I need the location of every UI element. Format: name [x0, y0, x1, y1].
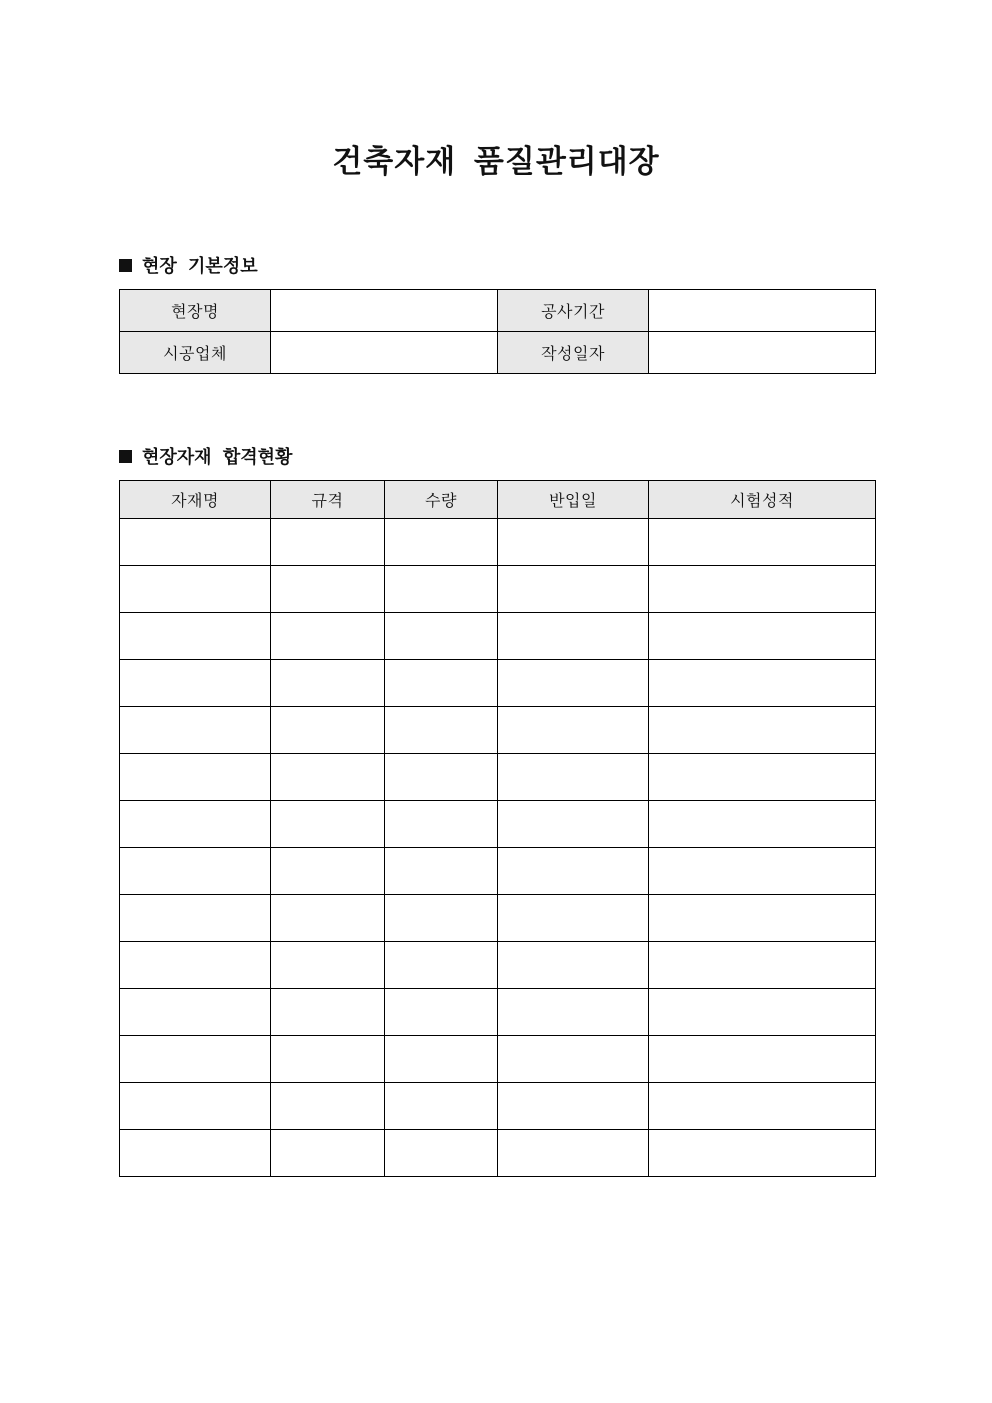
material-status-table — [119, 480, 876, 1177]
section-heading-text: 현장 기본정보 — [142, 256, 258, 277]
delivery-date-cell[interactable] — [498, 942, 649, 989]
material-name-cell[interactable] — [120, 989, 271, 1036]
delivery-date-cell[interactable] — [498, 1036, 649, 1083]
material-name-cell[interactable] — [120, 1083, 271, 1130]
test-result-cell[interactable] — [649, 613, 876, 660]
material-name-cell[interactable] — [120, 942, 271, 989]
delivery-date-cell[interactable] — [498, 1130, 649, 1177]
test-result-cell[interactable] — [649, 707, 876, 754]
table-row — [120, 566, 876, 613]
table-row — [120, 801, 876, 848]
section-heading-text: 현장자재 합격현황 — [142, 447, 293, 468]
info-row — [120, 332, 876, 374]
delivery-date-cell[interactable] — [498, 848, 649, 895]
material-name-cell[interactable] — [120, 660, 271, 707]
quantity-cell[interactable] — [385, 942, 498, 989]
material-name-cell[interactable] — [120, 754, 271, 801]
quantity-cell[interactable] — [385, 613, 498, 660]
spec-cell[interactable] — [271, 660, 385, 707]
construction-period-field[interactable] — [649, 290, 876, 332]
table-row — [120, 613, 876, 660]
table-row — [120, 660, 876, 707]
table-row — [120, 707, 876, 754]
table-row — [120, 848, 876, 895]
quantity-cell[interactable] — [385, 895, 498, 942]
material-name-cell[interactable] — [120, 613, 271, 660]
test-result-cell[interactable] — [649, 989, 876, 1036]
quantity-cell[interactable] — [385, 660, 498, 707]
test-result-cell[interactable] — [649, 754, 876, 801]
material-name-cell[interactable] — [120, 1036, 271, 1083]
document-title: 건축자재 품질관리대장 — [332, 144, 660, 180]
spec-cell[interactable] — [271, 942, 385, 989]
info-row — [120, 290, 876, 332]
spec-cell[interactable] — [271, 989, 385, 1036]
column-header-material-name: 자재명 — [120, 481, 271, 519]
spec-cell[interactable] — [271, 613, 385, 660]
table-row — [120, 1036, 876, 1083]
spec-cell[interactable] — [271, 754, 385, 801]
material-name-cell[interactable] — [120, 801, 271, 848]
test-result-cell[interactable] — [649, 1130, 876, 1177]
table-row — [120, 1130, 876, 1177]
quantity-cell[interactable] — [385, 519, 498, 566]
quantity-cell[interactable] — [385, 754, 498, 801]
test-result-cell[interactable] — [649, 519, 876, 566]
quantity-cell[interactable] — [385, 989, 498, 1036]
column-header-test-result: 시험성적 — [649, 481, 876, 519]
test-result-cell[interactable] — [649, 660, 876, 707]
table-row — [120, 1083, 876, 1130]
quantity-cell[interactable] — [385, 566, 498, 613]
quantity-cell[interactable] — [385, 1083, 498, 1130]
basic-info-table — [119, 289, 876, 374]
test-result-cell[interactable] — [649, 848, 876, 895]
square-bullet-icon — [119, 450, 132, 463]
table-header-row — [120, 481, 876, 519]
column-header-spec: 규격 — [271, 481, 385, 519]
spec-cell[interactable] — [271, 1083, 385, 1130]
site-name-field[interactable] — [271, 290, 498, 332]
test-result-cell[interactable] — [649, 566, 876, 613]
table-row — [120, 895, 876, 942]
spec-cell[interactable] — [271, 519, 385, 566]
test-result-cell[interactable] — [649, 1083, 876, 1130]
test-result-cell[interactable] — [649, 942, 876, 989]
construction-period-label: 공사기간 — [498, 290, 649, 332]
table-row — [120, 942, 876, 989]
written-date-field[interactable] — [649, 332, 876, 374]
delivery-date-cell[interactable] — [498, 895, 649, 942]
spec-cell[interactable] — [271, 801, 385, 848]
written-date-label: 작성일자 — [498, 332, 649, 374]
spec-cell[interactable] — [271, 848, 385, 895]
table-row — [120, 989, 876, 1036]
delivery-date-cell[interactable] — [498, 707, 649, 754]
test-result-cell[interactable] — [649, 895, 876, 942]
table-row — [120, 754, 876, 801]
delivery-date-cell[interactable] — [498, 754, 649, 801]
material-name-cell[interactable] — [120, 895, 271, 942]
section-heading-materials — [119, 443, 292, 469]
spec-cell[interactable] — [271, 895, 385, 942]
material-name-cell[interactable] — [120, 566, 271, 613]
quantity-cell[interactable] — [385, 707, 498, 754]
delivery-date-cell[interactable] — [498, 989, 649, 1036]
quantity-cell[interactable] — [385, 848, 498, 895]
spec-cell[interactable] — [271, 707, 385, 754]
spec-cell[interactable] — [271, 566, 385, 613]
quantity-cell[interactable] — [385, 801, 498, 848]
delivery-date-cell[interactable] — [498, 1083, 649, 1130]
material-name-cell[interactable] — [120, 707, 271, 754]
column-header-quantity: 수량 — [385, 481, 498, 519]
table-row — [120, 519, 876, 566]
section-heading-basic-info — [119, 252, 258, 278]
delivery-date-cell[interactable] — [498, 801, 649, 848]
delivery-date-cell[interactable] — [498, 613, 649, 660]
material-name-cell[interactable] — [120, 519, 271, 566]
square-bullet-icon — [119, 259, 132, 272]
quantity-cell[interactable] — [385, 1036, 498, 1083]
delivery-date-cell[interactable] — [498, 519, 649, 566]
test-result-cell[interactable] — [649, 1036, 876, 1083]
delivery-date-cell[interactable] — [498, 566, 649, 613]
column-header-delivery-date: 반입일 — [498, 481, 649, 519]
quantity-cell[interactable] — [385, 1130, 498, 1177]
material-name-cell[interactable] — [120, 848, 271, 895]
contractor-label: 시공업체 — [120, 332, 271, 374]
spec-cell[interactable] — [271, 1036, 385, 1083]
spec-cell[interactable] — [271, 1130, 385, 1177]
material-name-cell[interactable] — [120, 1130, 271, 1177]
contractor-field[interactable] — [271, 332, 498, 374]
test-result-cell[interactable] — [649, 801, 876, 848]
material-table-body — [120, 519, 876, 1177]
site-name-label: 현장명 — [120, 290, 271, 332]
delivery-date-cell[interactable] — [498, 660, 649, 707]
